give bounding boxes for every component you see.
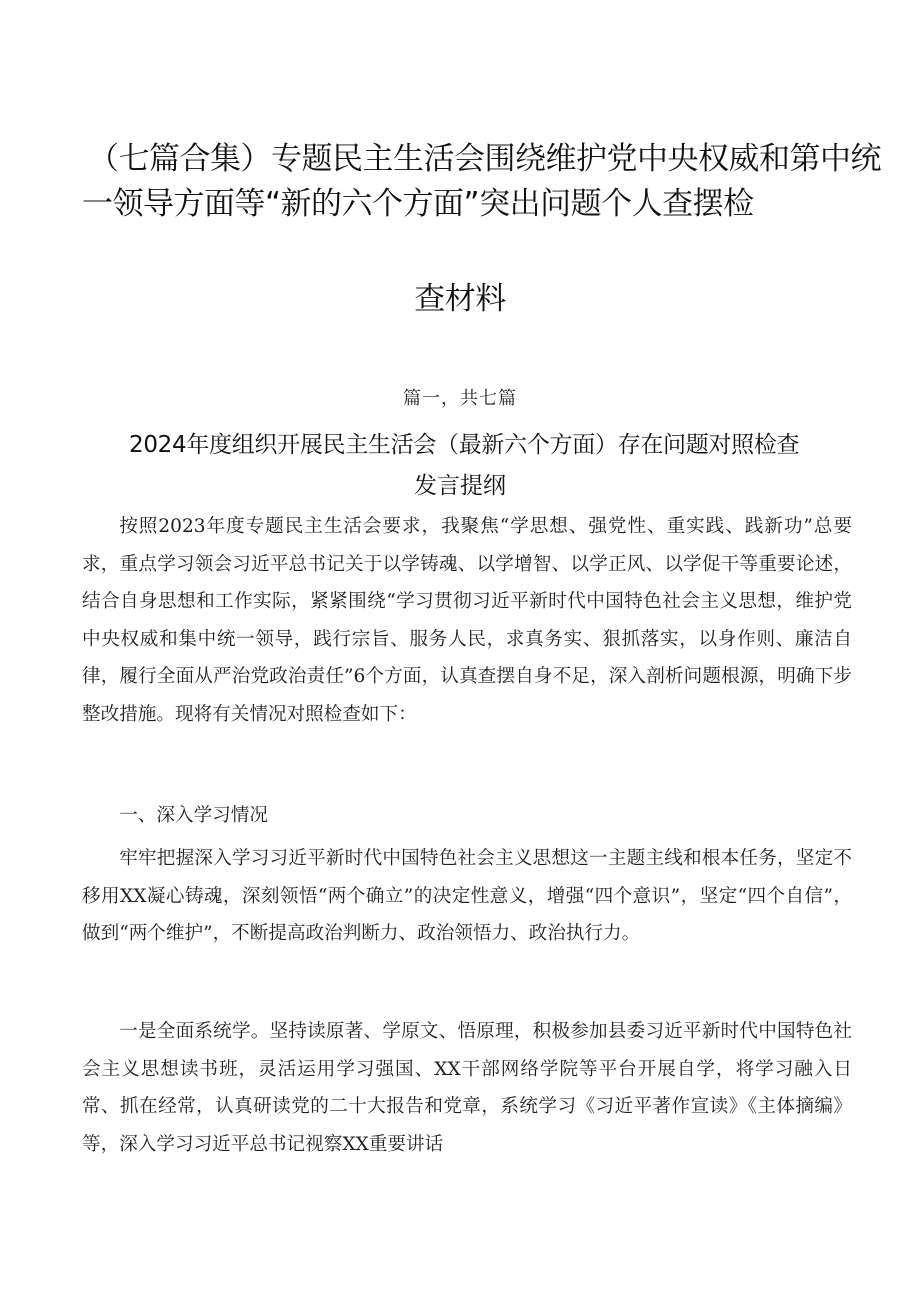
- intro-paragraph: [82, 508, 852, 733]
- section-heading-1: [82, 797, 852, 835]
- subtitle-line-1: 2024年度组织开展民主生活会（最新六个方面）存在问题对照检查: [129, 432, 800, 458]
- section1-point1-text: 一是全面系统学。坚持读原著、学原文、悟原理，积极参加县委习近平新时代中国特色社会主义思想读书班，灵活运用学习强国、XX干部网络学院等平台开展自学，将学习融入日常、抓在经常，认真研读党的二十大报告和党章，系统学习《习近平著作宣读》《主体摘编》等，深入学习习近平总书记视察XX重要讲话: [82, 1021, 852, 1155]
- section1-text: 牢牢把握深入学习习近平新时代中国特色社会主义思想这一主题主线和根本任务，坚定不移用XX凝心铸魂，深刻领悟“两个确立”的决定性意义，增强“四个意识”，坚定“四个自信”，做到“两个维护”，不断提高政治判断力、政治领悟力、政治执行力。: [82, 848, 852, 944]
- part-label: 篇一，共七篇: [403, 388, 517, 409]
- main-title-line-1: （七篇合集）专题民主生活会围绕维护党中央权威和第中统: [88, 141, 881, 177]
- subtitle-line-2: 发言提纲: [414, 473, 506, 499]
- intro-text: 按照2023年度专题民主生活会要求，我聚焦“学思想、强党性、重实践、践新功”总要求，重点学习领会习近平总书记关于以学铸魂、以学增智、以学正风、以学促干等重要论述，结合自身思想和工作实际，紧紧围绕“学习贯彻习近平新时代中国特色社会主义思想，维护党中央权威和集中统一领导，践行宗旨、服务人民，求真务实、狠抓落实，以身作则、廉洁自律，履行全面从严治党政治责任”6个方面，认真查摆自身不足，深入剖析问题根源，明确下步整改措施。现将有关情况对照检查如下：: [82, 516, 852, 725]
- main-title-line-2: 一领导方面等“新的六个方面”突出问题个人查摆检: [82, 186, 754, 222]
- section1-paragraph: [82, 840, 852, 953]
- main-title-line-3: 查材料: [414, 281, 506, 317]
- section-heading-text: 一、深入学习情况: [119, 805, 268, 826]
- section1-point1-paragraph: [82, 1013, 852, 1163]
